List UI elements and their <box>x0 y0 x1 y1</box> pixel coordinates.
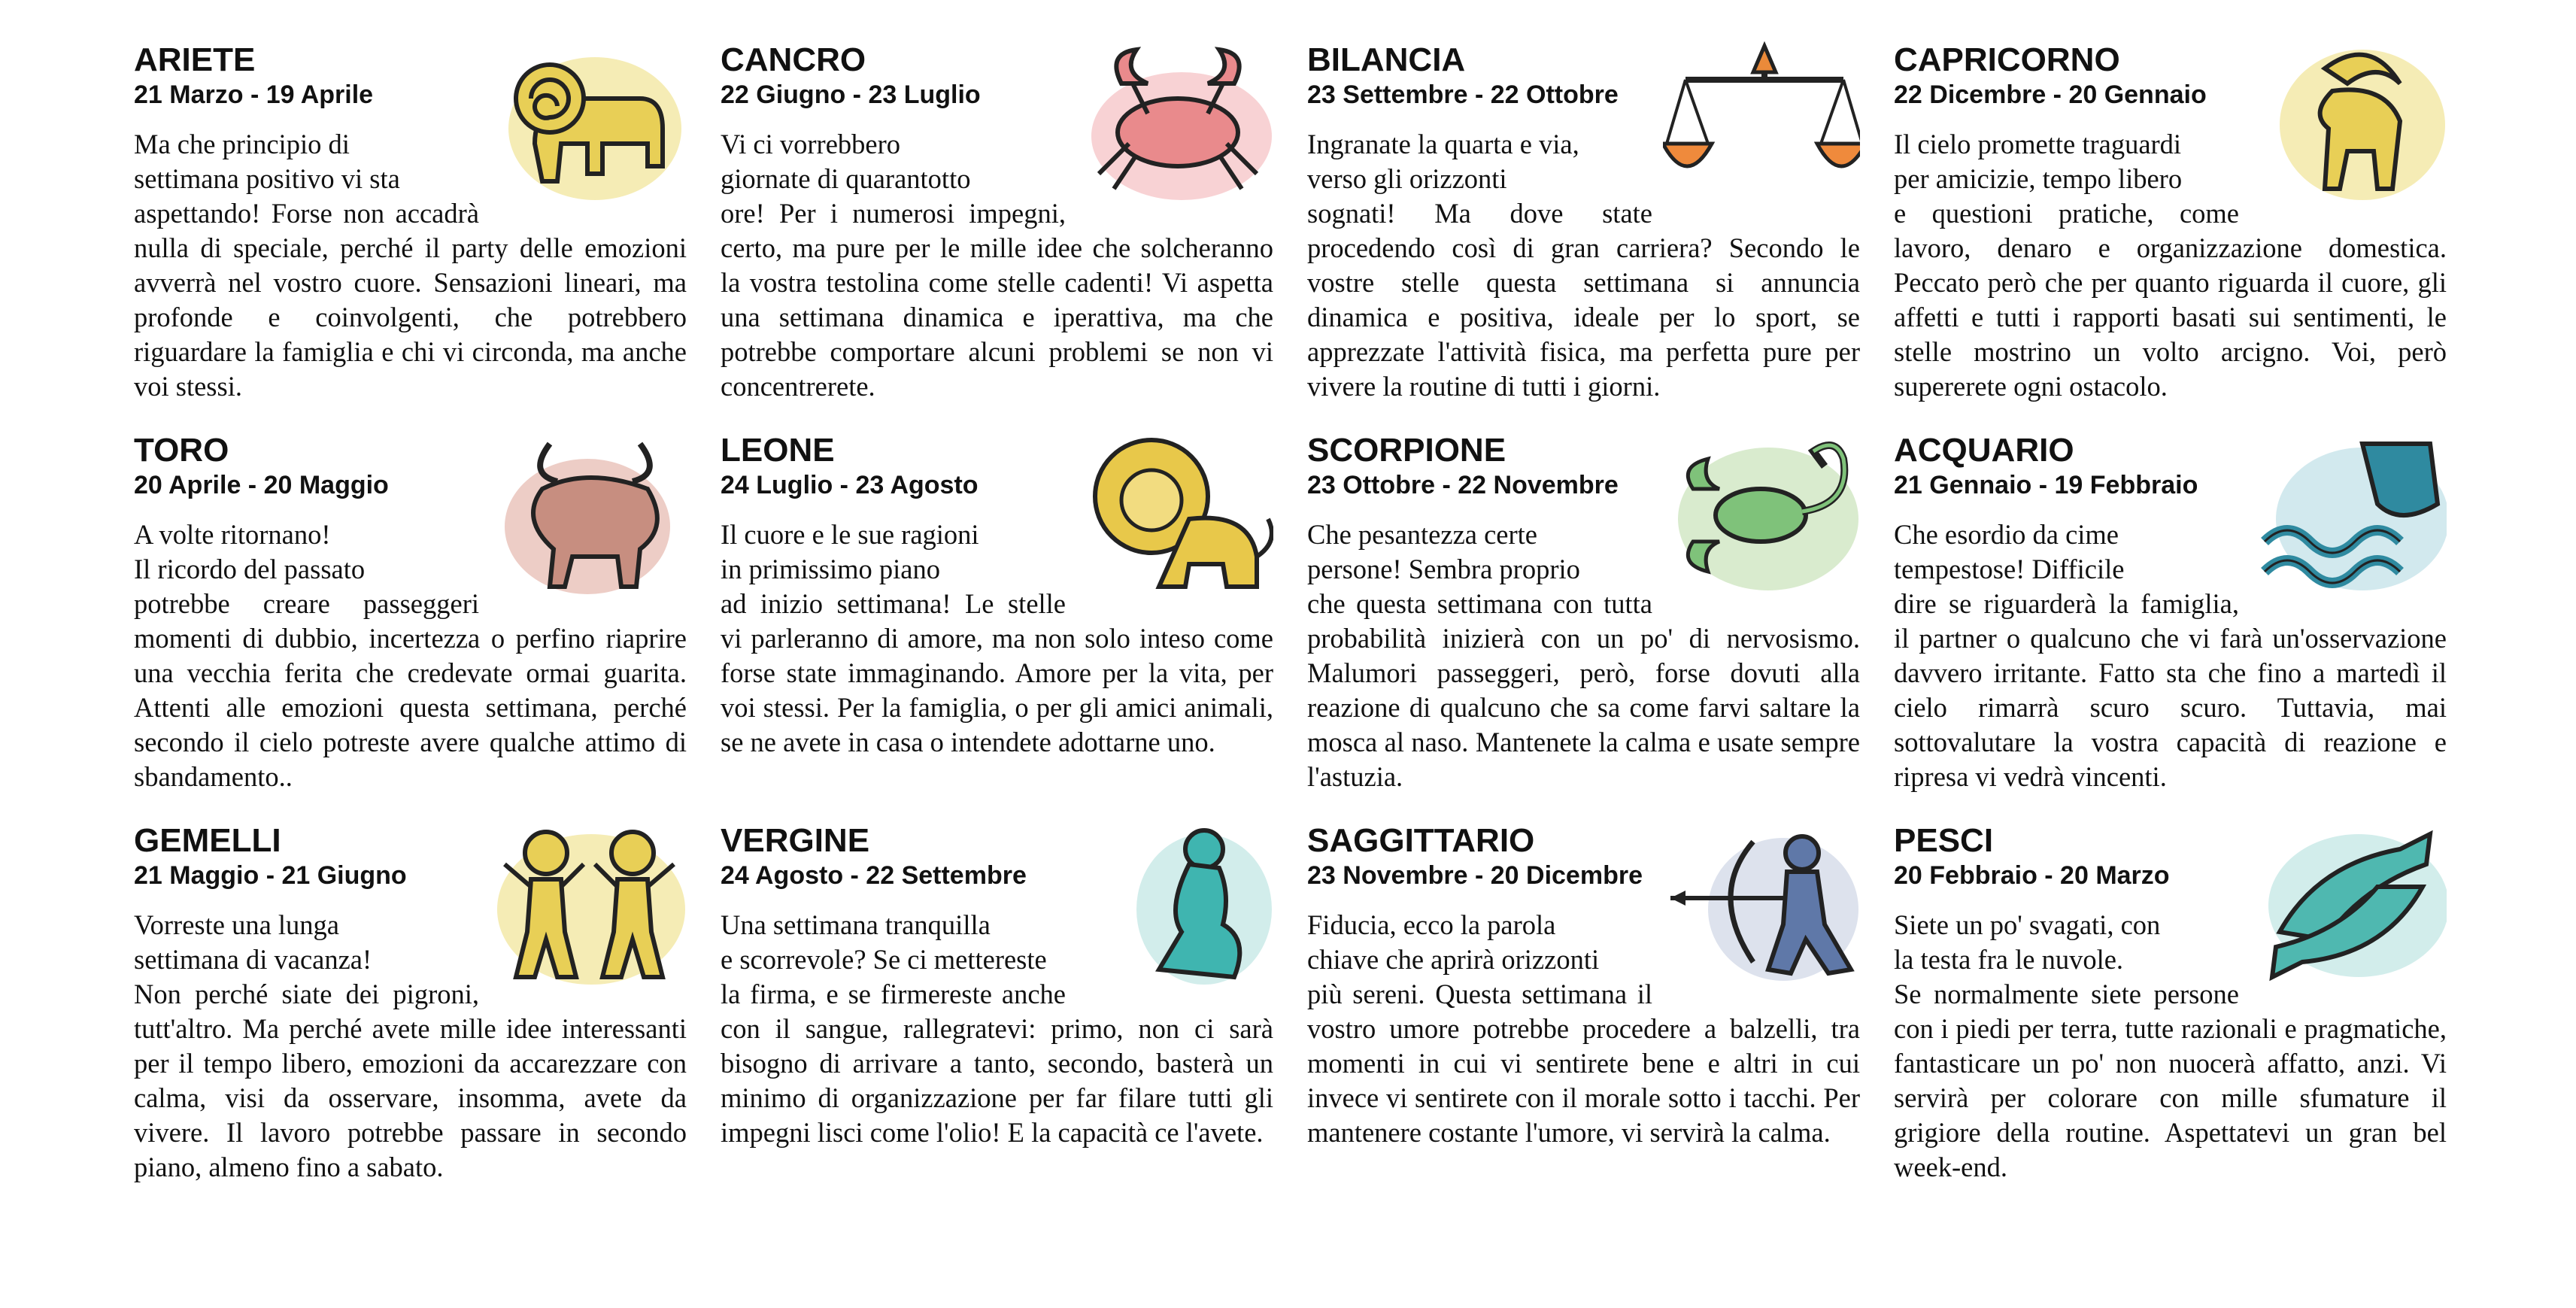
sign-acquario <box>1894 432 2447 812</box>
sign-name: CANCRO <box>721 41 866 78</box>
intro-line: Che pesantezza certe <box>1307 519 1537 550</box>
sign-name: BILANCIA <box>1307 41 1466 78</box>
horoscope-text: sognati! Ma dove state procedendo così di gran carriera? Secondo le vostre stelle questa settimana si annuncia dinamica e positiva, ideale per lo sport, se apprezzate l'attività fisica, ma perfetta pure per vivere la routine di tutti i giorni. <box>1307 198 1860 402</box>
intro-line: chiave che aprirà orizzonti <box>1307 944 1600 975</box>
sign-dates: 22 Dicembre - 20 Gennaio <box>1894 80 2207 109</box>
intro-line: per amicizie, tempo libero <box>1894 163 2183 194</box>
sign-saggittario <box>1307 822 1860 1202</box>
horoscope-text: e questioni pratiche, come lavoro, denaro e organizzazione domestica. Peccato però che per quanto riguarda il cuore, gli affetti e tutti i rapporti basati sui sentimenti, le stelle mostrino un volto arcigno. Voi, però supererete ogni ostacolo. <box>1894 198 2447 402</box>
horoscope-text: più sereni. Questa settimana il vostro umore potrebbe procedere a balzelli, tra momenti in cui vi sentirete bene e altri in cui invece vi sentirete con il morale sotto i tacchi. Per mantenere costante l'umore, vi servirà la calma. <box>1307 979 1860 1148</box>
horoscope-text: Se normalmente siete persone con i piedi per terra, tutte razionali e pragmatiche, fantasticare un po' non nuocerà affatto, anzi. Vi servirà per colorare con mille sfumature il grigiore della routine. Aspettatevi un gran bel week-end. <box>1894 979 2447 1182</box>
intro-line: Che esordio da cime <box>1894 519 2119 550</box>
sign-name: ARIETE <box>134 41 256 78</box>
intro-line: Vi ci vorrebbero <box>721 129 901 159</box>
horoscope-text: ad inizio settimana! Le stelle vi parleranno di amore, ma non solo inteso come forse state immaginando. Amore per la vita, per voi stessi. Per la famiglia, o per gli amici animali, se ne avete in casa o intendete adottarne uno. <box>721 588 1273 757</box>
sign-dates: 23 Novembre - 20 Dicembre <box>1307 861 1643 890</box>
sign-dates: 24 Luglio - 23 Agosto <box>721 471 979 499</box>
horoscope-text: dire se riguarderà la famiglia, il partner o qualcuno che vi farà un'osservazione davvero irritante. Fatto sta che fino a martedì il cielo rimarrà scuro scuro. Tuttavia, mai sottovalutare la vostra capacità di reazione e ripresa vi vedrà vincenti. <box>1894 588 2447 792</box>
sign-name: ACQUARIO <box>1894 432 2074 469</box>
horoscope-text: aspettando! Forse non accadrà nulla di speciale, perché il party delle emozioni avverrà nel vostro cuore. Sensazioni lineari, ma profonde e coinvolgenti, che potrebbero riguardare la famiglia e chi vi circonda, ma anche voi stessi. <box>134 198 687 402</box>
horoscope-page <box>134 41 2465 1200</box>
intro-line: Il ricordo del passato <box>134 554 366 584</box>
intro-line: giornate di quarantotto <box>721 163 971 194</box>
intro-line: e scorrevole? Se ci mettereste <box>721 944 1047 975</box>
sign-dates: 20 Febbraio - 20 Marzo <box>1894 861 2170 890</box>
sign-name: SAGGITTARIO <box>1307 822 1535 859</box>
sign-pesci <box>1894 822 2447 1202</box>
sign-name: CAPRICORNO <box>1894 41 2120 78</box>
horoscope-text: Non perché siate dei pigroni, tutt'altro. Ma perché avete mille idee interessanti per il tempo libero, emozioni da accarezzare con calma, visi da osservare, insomma, avete da vivere. Il lavoro potrebbe passare in secondo piano, almeno fino a sabato. <box>134 979 687 1182</box>
intro-line: tempestose! Difficile <box>1894 554 2125 584</box>
sign-cancro <box>721 41 1273 421</box>
intro-line: Una settimana tranquilla <box>721 909 991 940</box>
sign-name: TORO <box>134 432 229 469</box>
intro-line: Siete un po' svagati, con <box>1894 909 2161 940</box>
sign-dates: 21 Marzo - 19 Aprile <box>134 80 374 109</box>
intro-line: in primissimo piano <box>721 554 940 584</box>
intro-line: Vorreste una lunga <box>134 909 340 940</box>
sign-toro <box>134 432 687 812</box>
sign-dates: 20 Aprile - 20 Maggio <box>134 471 389 499</box>
sign-ariete <box>134 41 687 421</box>
sign-leone <box>721 432 1273 812</box>
sign-bilancia <box>1307 41 1860 421</box>
sign-dates: 21 Maggio - 21 Giugno <box>134 861 407 890</box>
horoscope-text: la firma, e se firmereste anche con il sangue, rallegratevi: primo, non ci sarà bisogno di arrivare a tanto, secondo, basterà un minimo di organizzazione per far filare tutti gli impegni lisci come l'olio! E la capacità ce l'avete. <box>721 979 1273 1148</box>
intro-line: Ingranate la quarta e via, <box>1307 129 1579 159</box>
sign-dates: 23 Settembre - 22 Ottobre <box>1307 80 1619 109</box>
intro-line: Fiducia, ecco la parola <box>1307 909 1556 940</box>
sign-dates: 22 Giugno - 23 Luglio <box>721 80 981 109</box>
sign-name: SCORPIONE <box>1307 432 1506 469</box>
sign-name: GEMELLI <box>134 822 281 859</box>
intro-line: Il cuore e le sue ragioni <box>721 519 979 550</box>
horoscope-text: che questa settimana con tutta probabilità inizierà con un po' di nervosismo. Malumori passeggeri, però, forse dovuti alla reazione di qualcuno che sa come farvi saltare la mosca al naso. Mantenete la calma e usate sempre l'astuzia. <box>1307 588 1860 792</box>
sign-gemelli <box>134 822 687 1202</box>
sign-vergine <box>721 822 1273 1202</box>
sign-dates: 21 Gennaio - 19 Febbraio <box>1894 471 2198 499</box>
sign-dates: 23 Ottobre - 22 Novembre <box>1307 471 1619 499</box>
sign-name: VERGINE <box>721 822 870 859</box>
sign-name: LEONE <box>721 432 835 469</box>
intro-line: persone! Sembra proprio <box>1307 554 1580 584</box>
intro-line: settimana positivo vi sta <box>134 163 400 194</box>
sign-scorpione <box>1307 432 1860 812</box>
intro-line: verso gli orizzonti <box>1307 163 1507 194</box>
horoscope-text: ore! Per i numerosi impegni, certo, ma pure per le mille idee che solcheranno la vostra testolina come stelle cadenti! Vi aspetta una settimana dinamica e iperattiva, ma che potrebbe comportare alcuni problemi se non vi concentrerete. <box>721 198 1273 402</box>
intro-line: la testa fra le nuvole. <box>1894 944 2124 975</box>
intro-line: Ma che principio di <box>134 129 350 159</box>
sign-dates: 24 Agosto - 22 Settembre <box>721 861 1027 890</box>
horoscope-text: potrebbe creare passeggeri momenti di dubbio, incertezza o perfino riaprire una vecchia ferita che credevate ormai guarita. Attenti alle emozioni questa settimana, perché secondo il cielo potreste avere qualche attimo di sbandamento.. <box>134 588 687 792</box>
intro-line: settimana di vacanza! <box>134 944 372 975</box>
intro-line: A volte ritornano! <box>134 519 331 550</box>
sign-name: PESCI <box>1894 822 1994 859</box>
sign-capricorno <box>1894 41 2447 421</box>
intro-line: Il cielo promette traguardi <box>1894 129 2182 159</box>
